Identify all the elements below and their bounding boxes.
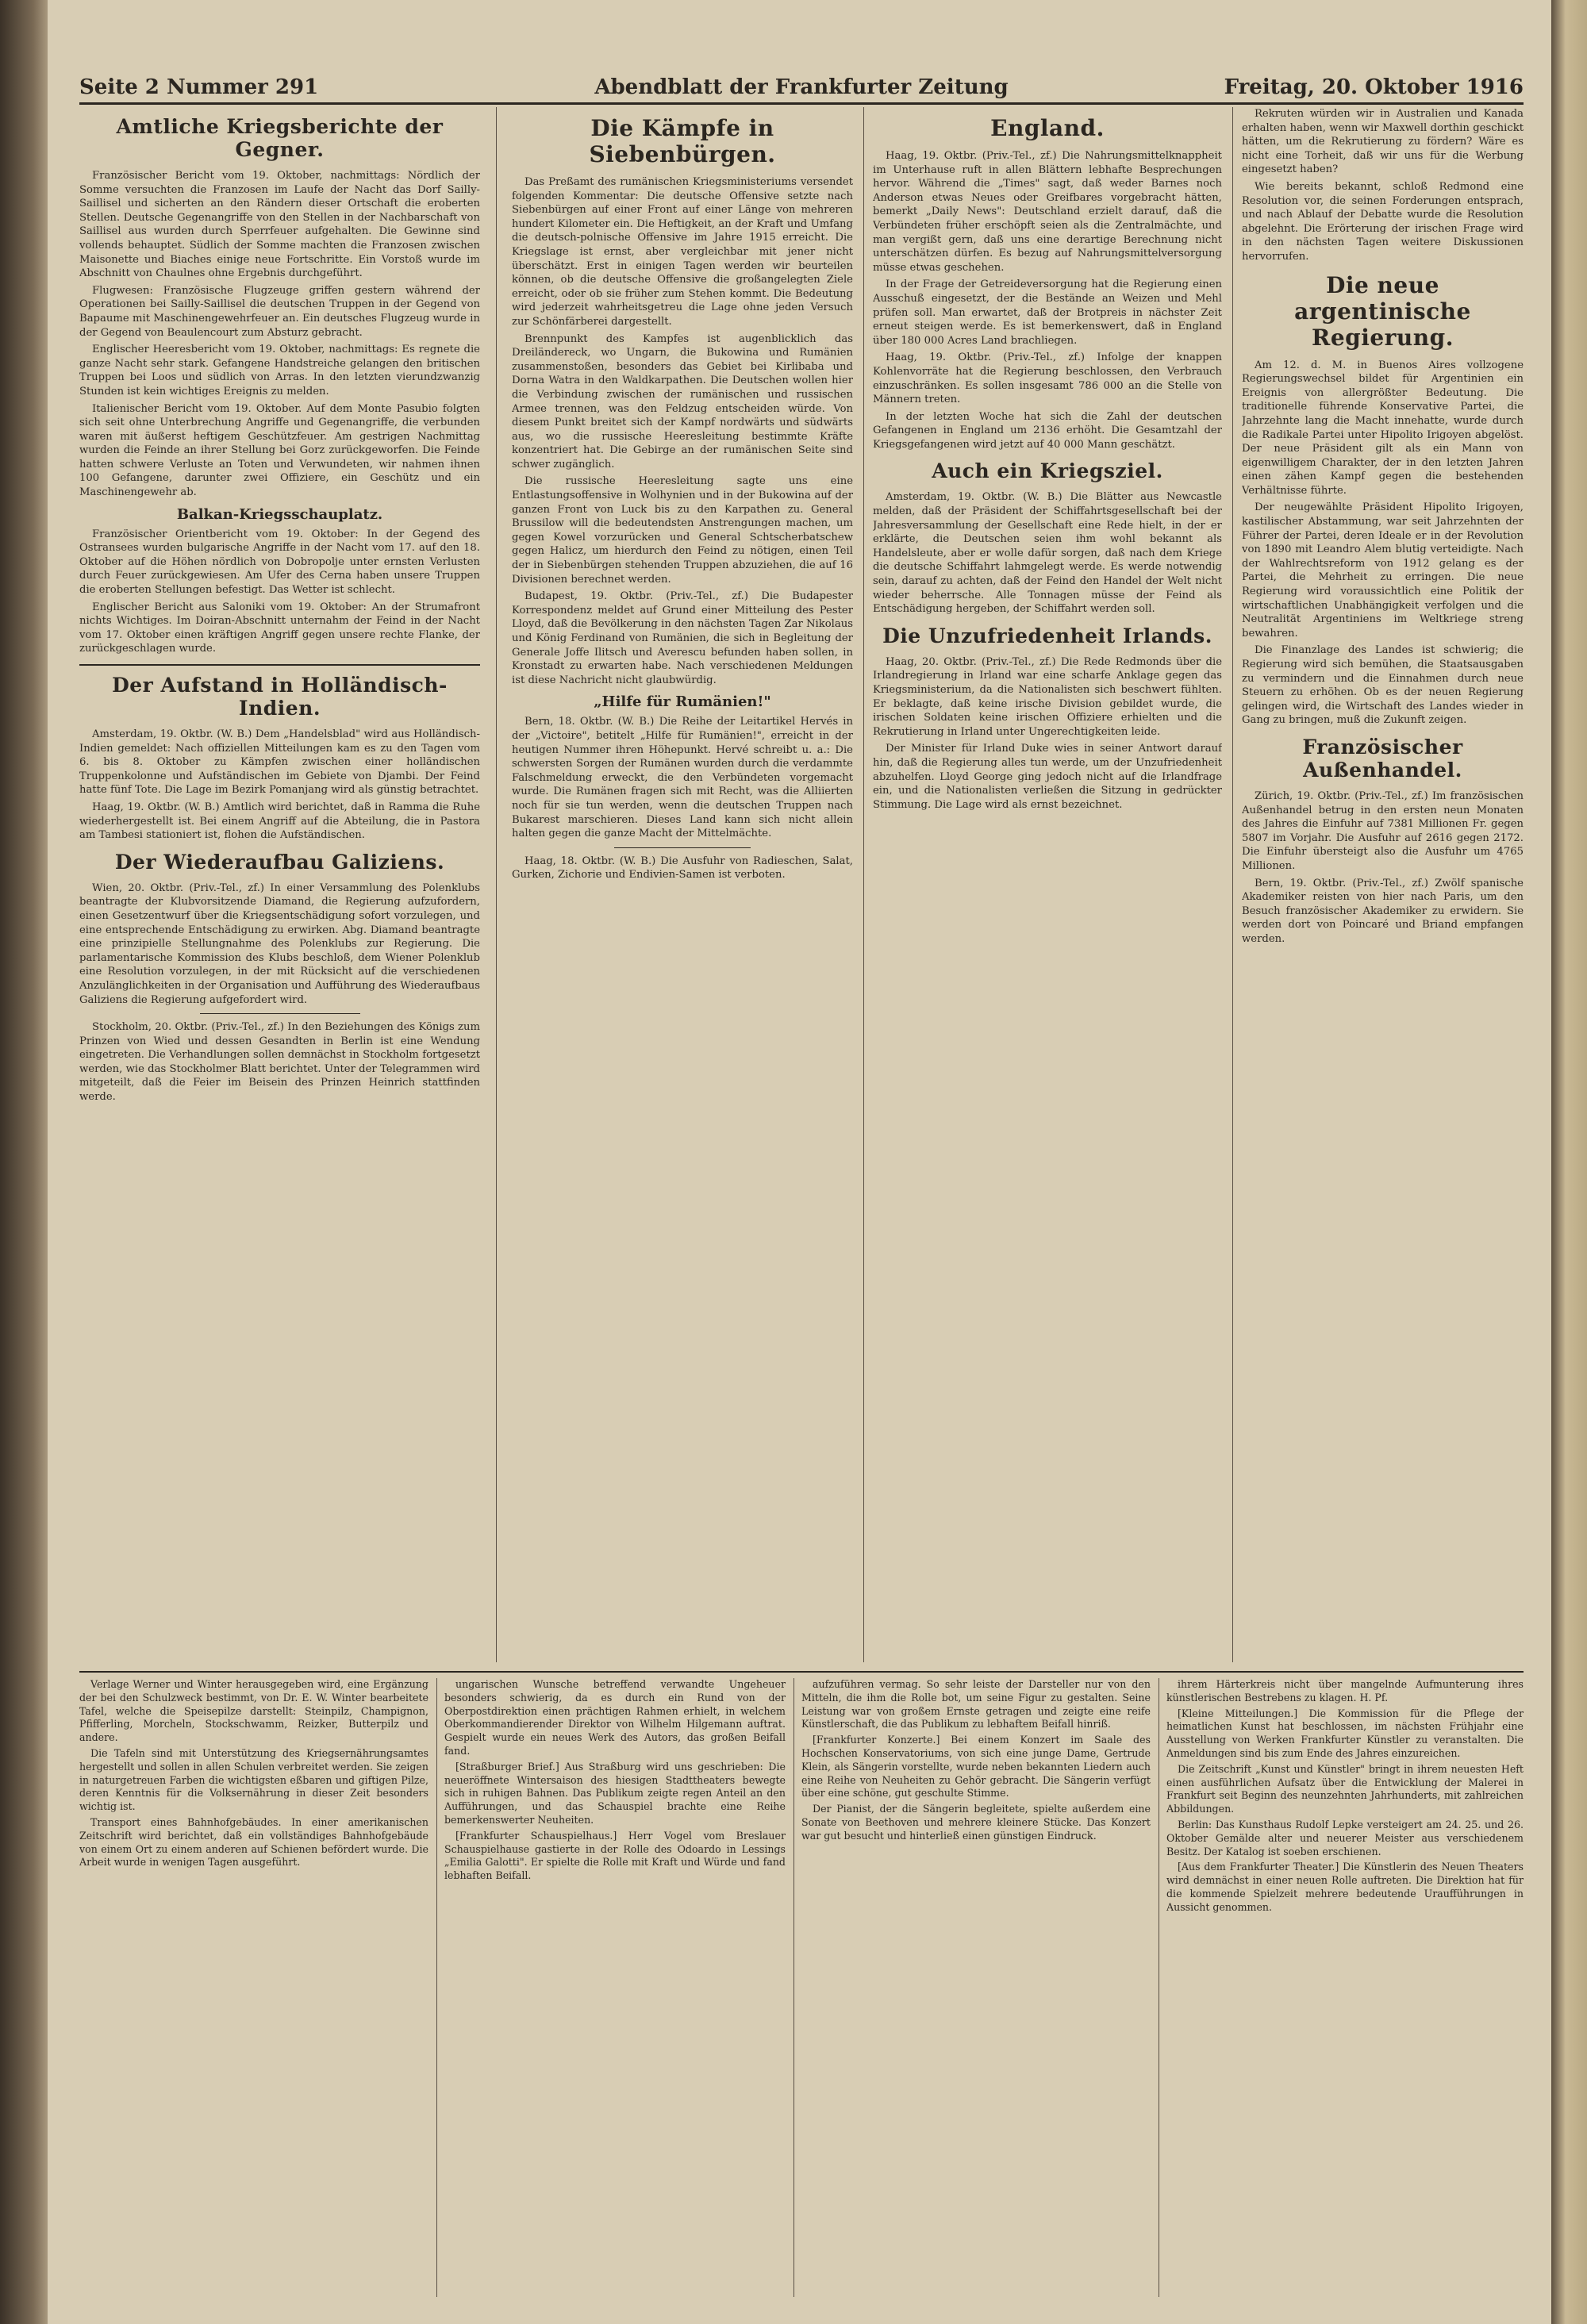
section-subtitle: Balkan-Kriegsschauplatz. <box>176 505 383 523</box>
article-paragraph: Haag, 19. Oktbr. (Priv.-Tel., zf.) Die Nahrungsmittelknappheit im Unterhause ruft in allen Blättern lebhafte Besprechungen hervor. Während die „Times" sagt, daß weder Barnes noch Anderson etwas Neues oder Greifbares vorgebracht hätten, bemerkt „Daily News": Deutschland erzielt darauf, daß die Verbündeten früher erschöpft seien als die Zentralmächte, und man vergißt gern, daß uns eine derartige Berechnung nicht unterschätzen dürfen. Es bezug auf Nahrungsmittelversorgung müsse etwas geschehen. <box>873 150 1222 274</box>
column-1 <box>79 107 480 1662</box>
feuilleton-paragraph: ungarischen Wunsche betreffend verwandte Ungeheuer besonders schwierig, da es durch ein Rund von der Oberpostdirektion einen prächtigen Rahmen erhielt, in welchem Oberkommandierender Direktor von Wilhelm Hilgemann auftrat. Gespielt wurde ein neues Werk des Autors, das großen Beifall fand. <box>444 1678 786 1757</box>
article-paragraph: Die russische Heeresleitung sagte uns eine Entlastungsoffensive in Wolhynien und in der Bukowina auf der ganzen Front von Luck bis zu den Karpathen zu. General Brussilow will die bedeutendsten Anstrengungen machen, um gegen Kowel vorzurücken und General Schtscherbatschew gegen Halicz, um hierdurch den Feind zu nötigen, einen Teil der in Siebenbürgen stehenden Truppen abzuziehen, die auf 16 Divisionen berechnet werden. <box>512 475 853 586</box>
issue-date: Freitag, 20. Oktober 1916 <box>1224 75 1524 99</box>
divider <box>200 1013 360 1014</box>
article-paragraph: In der Frage der Getreideversorgung hat die Regierung einen Ausschuß eingesetzt, der die Bestände an Weizen und Mehl prüfen soll. Man erwartet, daß der Brotpreis in nächster Zeit erneut steigen werde. Es ist bemerkenswert, daß in England über 180 000 Acres Land brachliegen. <box>873 278 1222 347</box>
article-title: Amtliche Kriegsberichte der Gegner. <box>116 115 444 161</box>
article-title: Auch ein Kriegsziel. <box>932 459 1163 483</box>
article-paragraph: Der neugewählte Präsident Hipolito Irigoyen, kastilischer Abstammung, war seit Jahrzehnten der Führer der Partei, deren Ideale er in der Revolution von 1890 mit Leandro Alem blutig verteidigte. Nach der Wahlrechtsreform von 1912 gelang es der Partei, die Mehrheit zu erringen. Die neue Regierung wird voraussichtlich eine Politik der wirtschaftlichen Unabhängigkeit verfolgen und die Neutralität Argentiniens im Weltkriege streng bewahren. <box>1242 501 1524 640</box>
article-paragraph: Wien, 20. Oktbr. (Priv.-Tel., zf.) In einer Versammlung des Polenklubs beantragte der Klubvorsitzende Diamand, die Regierung aufzufordern, einen Gesetzentwurf über die Kriegsentschädigung sofort vorzulegen, und eine entsprechende Entschädigung zu erwirken. Abg. Diamand beantragte eine prinzipielle Stellungnahme des Polenklubs zur Regierung. Die parlamentarische Kommission des Klubs beschloß, dem Wiener Polenklub eine Resolution vorzulegen, in der mit Rücksicht auf die verschiedenen Anzulänglichkeiten in der Organisation und Aufführung des Wiederaufbaus Galiziens die Regierung aufgefordert wird. <box>79 882 480 1006</box>
feuilleton-paragraph: Der Pianist, der die Sängerin begleitete, spielte außerdem eine Sonate von Beethoven und mehrere kleinere Stücke. Das Konzert war gut besucht und hinterließ einen günstigen Eindruck. <box>801 1803 1151 1842</box>
article-paragraph: Amsterdam, 19. Oktbr. (W. B.) Dem „Handelsblad" wird aus Holländisch-Indien gemeldet: Nach offiziellen Mitteilungen kam es zu den Tagen vom 6. bis 8. Oktober zu Kämpfen zwischen einer holländischen Truppenkolonne und Aufständischen im Gebiete von Djambi. Der Feind hatte fünf Tote. Die Lage im Bezirk Pomanjang wird als günstig betrachtet. <box>79 728 480 797</box>
feuilleton-column-2 <box>444 1678 786 2313</box>
article-paragraph: Haag, 19. Oktbr. (Priv.-Tel., zf.) Infolge der knappen Kohlenvorräte hat die Regierung beschlossen, den Verbrauch einzuschränken. Es sollen insgesamt 786 000 an die Stelle von Männern treten. <box>873 351 1222 406</box>
feuilleton-paragraph: Die Zeitschrift „Kunst und Künstler" bringt in ihrem neuesten Heft einen ausführlichen Aufsatz über die Entwicklung der Malerei in Frankfurt seit Beginn des neunzehnten Jahrhunderts, mit zahlreichen Abbildungen. <box>1166 1762 1524 1815</box>
newspaper-page <box>48 0 1551 2324</box>
article-paragraph: Das Preßamt des rumänischen Kriegsministeriums versendet folgenden Kommentar: Die deutsche Offensive setzte nach Siebenbürgen auf einer Front auf einer Länge von mehreren hundert Kilometer ein. Die Heftigkeit, an der Kraft und Umfang die deutsch-polnische Offensive im Jahre 1915 erreicht. Die Kriegslage ist ernst, aber vergleichbar mit jener nicht überschätzt. Erst in einigen Tagen werden wir beurteilen können, ob die deutsche Offensive die großangelegten Ziele erreicht, oder ob sie früher zum Stehen kommt. Die Bedeutung wird jederzeit wahrheitsgetreu die Lage ohne jeden Versuch zur Schönfärberei dargestellt. <box>512 176 853 328</box>
feuilleton-paragraph: aufzuführen vermag. So sehr leiste der Darsteller nur von den Mitteln, die ihm die Rolle bot, um seine Figur zu gestalten. Seine Leistung war von großem Ernste getragen und zeigte eine reife Künstlerschaft, die das Publikum zu lebhaftem Beifall hinriß. <box>801 1678 1151 1731</box>
article-paragraph: Bern, 19. Oktbr. (Priv.-Tel., zf.) Zwölf spanische Akademiker reisten von hier nach Paris, um den Besuch französischer Akademiker zu erwidern. Sie werden dort von Poincaré und Briand empfangen werden. <box>1242 877 1524 945</box>
article-paragraph: Wie bereits bekannt, schloß Redmond eine Resolution vor, die seinen Forderungen entsprach, und nach Ablauf der Debatte wurde die Resolution abgelehnt. Die Erörterung der irischen Frage wird in den nächsten Tagen weitere Diskussionen hervorrufen. <box>1242 180 1524 263</box>
article-title: Die Unzufriedenheit Irlands. <box>882 624 1212 647</box>
feuilleton-paragraph: Berlin: Das Kunsthaus Rudolf Lepke versteigert am 24. 25. und 26. Oktober Gemälde alter und neuerer Meister aus verschiedenem Besitz. Der Katalog ist soeben erschienen. <box>1166 1818 1524 1857</box>
article-title: Französischer Außenhandel. <box>1302 735 1463 782</box>
column-4 <box>1242 107 1524 1662</box>
page-number: Seite 2 Nummer 291 <box>79 75 319 99</box>
article-paragraph: Französischer Bericht vom 19. Oktober, nachmittags: Nördlich der Somme versuchten die Franzosen im Laufe der Nacht das Dorf Sailly-Saillisel und sicherten an den Rändern dieser Ortschaft die eroberten Stellen. Deutsche Gegenangriffe von den Stellen in der Nachbarschaft von Saillisel aus wurden durch Sperrfeuer aufgehalten. Die Gewinne sind vollends behauptet. Südlich der Somme machten die Franzosen zwischen Maisonette und Biaches einige neue Fortschritte. Ein Vorstoß wurde im Abschnitt von Chaulnes ohne Ergebnis durchgeführt. <box>79 170 480 280</box>
article-paragraph: Haag, 19. Oktbr. (W. B.) Amtlich wird berichtet, daß in Ramma die Ruhe wiederhergestellt ist. Bei einem Angriff auf die Abteilung, die in Pastora am Tambesi stationiert ist, flohen die Aufständischen. <box>79 801 480 842</box>
article-paragraph: Haag, 18. Oktbr. (W. B.) Die Ausfuhr von Radieschen, Salat, Gurken, Zichorie und Endivien-Samen ist verboten. <box>512 855 853 882</box>
article-paragraph: Bern, 18. Oktbr. (W. B.) Die Reihe der Leitartikel Hervés in der „Victoire", betitelt „Hilfe für Rumänien!", erreicht in der heutigen Nummer ihren Höhepunkt. Hervé schreibt u. a.: Die schwersten Sorgen der Rumänen wurden durch die verdammte Falschmeldung erweckt, die den Verbündeten vorgemacht wurde. Die Rumänen fragen sich mit Recht, was die Alliierten noch für sie tun werden, wenn die deutschen Truppen nach Bukarest marschieren. Dieses Land kann sich nicht allein halten gegen die ganze Macht der Mittelmächte. <box>512 716 853 840</box>
column-rule <box>496 107 497 1662</box>
feuilleton-paragraph: Die Tafeln sind mit Unterstützung des Kriegsernährungsamtes hergestellt und sollen in allen Schulen verbreitet werden. Sie zeigen in naturgetreuen Farben die wichtigsten eßbaren und giftigen Pilze, deren Kenntnis für die Volksernährung in dieser Zeit besonders wichtig ist. <box>79 1746 428 1813</box>
feuilleton-paragraph: [Kleine Mitteilungen.] Die Kommission für die Pflege der heimatlichen Kunst hat beschlossen, im nächsten Frühjahr eine Ausstellung von Werken Frankfurter Künstler zu veranstalten. Die Anmeldungen sind bis zum Ende des Jahres einzureichen. <box>1166 1707 1524 1759</box>
article-paragraph: Haag, 20. Oktbr. (Priv.-Tel., zf.) Die Rede Redmonds über die Irlandregierung in Irland war eine scharfe Anklage gegen das Kriegsministerium, da die Nationalisten sich beschwert fühlten. Er beklagte, daß keine irische Division gebildet wurde, die irischen Soldaten keine irischen Offiziere erhielten und die Rekrutierung in Irland unter Ungerechtigkeiten leide. <box>873 655 1222 738</box>
article-paragraph: Brennpunkt des Kampfes ist augenblicklich das Dreiländereck, wo Ungarn, die Bukowina und Rumänien zusammenstoßen, besonders das Gebiet bei Kirlibaba und Dorna Watra in den Waldkarpathen. Die Deutschen wollen hier die Verbindung zwischen der rumänischen und russischen Armee trennen, was den Feldzug entscheiden würde. Von diesem Punkt breitet sich der Kampf nordwärts und südwärts aus, wo die russische Heeresleitung bestimmte Kräfte konzentriert hat. Die Gebirge an der rumänischen Seite sind schwer zugänglich. <box>512 332 853 471</box>
article-paragraph: Englischer Bericht aus Saloniki vom 19. Oktober: An der Strumafront nichts Wichtiges. Im Doiran-Abschnitt unternahm der Feind in der Nacht vom 17. Oktober einen kräftigen Angriff gegen unsere rechte Flanke, der zurückgeschlagen wurde. <box>79 601 480 655</box>
article-paragraph: Am 12. d. M. in Buenos Aires vollzogene Regierungswechsel bildet für Argentinien ein Ereignis von allergrößter Bedeutung. Die traditionelle führende Konservative Partei, die Jahrzehnte lang die Macht innehatte, wurde durch die Radikale Partei unter Hipolito Irigoyen abgelöst. Der neue Präsident gilt als ein Mann von eigenwilligem Charakter, der in den letzten Jahren einen zähen Kampf gegen die bestehenden Verhältnisse führte. <box>1242 359 1524 497</box>
feuilleton-column-1 <box>79 1678 428 2313</box>
feuilleton-paragraph: Verlage Werner und Winter herausgegeben wird, eine Ergänzung der bei den Schulzweck bestimmt, von Dr. E. W. Winter bearbeitete Tafel, welche die Speisepilze darstellt: Steinpilz, Champignon, Pfifferling, Morcheln, Stockschwamm, Reizker, Butterpilz und andere. <box>79 1678 428 1744</box>
article-title: Die neue argentinische Regierung. <box>1294 271 1471 351</box>
column-3 <box>873 107 1222 1662</box>
divider <box>79 664 480 666</box>
article-paragraph: Stockholm, 20. Oktbr. (Priv.-Tel., zf.) In den Beziehungen des Königs zum Prinzen von Wied und dessen Gesandten in Berlin ist eine Wendung eingetreten. Die Verhandlungen sollen demnächst in Stockholm fortgesetzt werden, wie das Stockholmer Blatt berichtet. Unter der Telegrammen wird mitgeteilt, daß die Feier im Beisein des Prinzen Heinrich stattfinden werde. <box>79 1021 480 1104</box>
article-title: Der Wiederaufbau Galiziens. <box>114 850 445 874</box>
book-binding-edge <box>0 0 48 2324</box>
column-rule <box>436 1678 437 2297</box>
article-paragraph: Die Finanzlage des Landes ist schwierig; die Regierung wird sich bemühen, die Staatsausgaben zu vermindern und die Einnahmen durch neue Steuern zu erhöhen. Ob es der neuen Regierung gelingen wird, die Wirtschaft des Landes wieder in Gang zu bringen, muß die Zukunft zeigen. <box>1242 644 1524 727</box>
article-paragraph: Englischer Heeresbericht vom 19. Oktober, nachmittags: Es regnete die ganze Nacht sehr stark. Gefangene Handstreiche gelangen den britischen Truppen bei Loos und südlich von Arras. In den letzten vierundzwanzig Stunden ist kein wichtiges Ereignis zu melden. <box>79 344 480 398</box>
article-paragraph: Der Minister für Irland Duke wies in seiner Antwort darauf hin, daß die Regierung alles tun werde, um der Unzufriedenheit abzuhelfen. Lloyd George ging jedoch nicht auf die Irlandfrage ein, und die Nationalisten verließen die Sitzung in gedrückter Stimmung. Die Lage wird als ernst bezeichnet. <box>873 743 1222 811</box>
column-rule <box>863 107 864 1662</box>
feuilleton-rule <box>79 1671 1524 1673</box>
feuilleton-column-3 <box>801 1678 1151 2313</box>
feuilleton-paragraph: Transport eines Bahnhofgebäudes. In einer amerikanischen Zeitschrift wird berichtet, daß ein vollständiges Bahnhofgebäude von einem Ort zu einem anderen auf Schienen befördert wurde. Die Arbeit wurde in wenigen Tagen ausgeführt. <box>79 1815 428 1869</box>
column-2 <box>512 107 853 1662</box>
article-paragraph: Französischer Orientbericht vom 19. Oktober: In der Gegend des Ostransees wurden bulgarische Angriffe in der Nacht vom 17. auf den 18. Oktober auf die Höhen nördlich von Dobropolje unter ernsten Verlusten durch Feuer zurückgewiesen. Am Ufer des Cerna haben unsere Truppen die eroberten Stellungen befestigt. Das Wetter ist schlecht. <box>79 528 480 597</box>
feuilleton-paragraph: [Frankfurter Schauspielhaus.] Herr Vogel vom Breslauer Schauspielhause gastierte in der Rolle des Odoardo in Lessings „Emilia Galotti". Er spielte die Rolle mit Kraft und Würde und fand lebhaften Beifall. <box>444 1829 786 1882</box>
article-paragraph: Amsterdam, 19. Oktbr. (W. B.) Die Blätter aus Newcastle melden, daß der Präsident der Schiffahrtsgesellschaft bei der Jahresversammlung der Gesellschaft eine Rede hielt, in der er erklärte, die Deutschen seien ihm wohl bekannt als Handelsleute, aber er wolle dafür sorgen, daß nach dem Kriege die deutsche Schiffahrt lahmgelegt werde. Es werde notwendig sein, darauf zu achten, daß der Feind den Handel der Welt nicht wieder beherrsche. Alle Tonnagen müsse der Feind als Entschädigung hergeben, der Schiffahrt werden soll. <box>873 491 1222 616</box>
next-page-edge <box>1551 0 1587 2324</box>
article-paragraph: Flugwesen: Französische Flugzeuge griffen gestern während der Operationen bei Sailly-Saillisel die deutschen Truppen in der Gegend von Bapaume mit Maschinengewehrfeuer an. Ein deutsches Flugzeug wurde in der Gegend von Beaulencourt zum Absturz gebracht. <box>79 284 480 339</box>
feuilleton-paragraph: [Frankfurter Konzerte.] Bei einem Konzert im Saale des Hochschen Konservatoriums, von sich eine junge Dame, Gertrude Klein, als Sängerin vorstellte, wurde neben bekannten Liedern auch eine Reihe von Neuheiten zu Gehör gebracht. Die Sängerin verfügt über eine schöne, gut geschulte Stimme. <box>801 1734 1151 1800</box>
page-header <box>79 75 1524 105</box>
feuilleton-paragraph: [Aus dem Frankfurter Theater.] Die Künstlerin des Neuen Theaters wird demnächst in einer neuen Rolle auftreten. Die Direktion hat für die kommende Spielzeit mehrere bedeutende Uraufführungen in Aussicht genommen. <box>1166 1861 1524 1913</box>
feuilleton-paragraph: [Straßburger Brief.] Aus Straßburg wird uns geschrieben: Die neueröffnete Wintersaison des hiesigen Stadttheaters bewegte sich in ruhigen Bahnen. Das Publikum zeigte regen Anteil an den Aufführungen, und das Schauspiel brachte eine Reihe bemerkenswerter Neuheiten. <box>444 1760 786 1826</box>
feuilleton-paragraph: ihrem Härterkreis nicht über mangelnde Aufmunterung ihres künstlerischen Bestrebens zu klagen. H. Pf. <box>1166 1678 1524 1704</box>
article-paragraph: Zürich, 19. Oktbr. (Priv.-Tel., zf.) Im französischen Außenhandel betrug in den ersten neun Monaten des Jahres die Einfuhr auf 7381 Millionen Fr. gegen 5807 im Vorjahr. Die Ausfuhr auf 2616 gegen 2172. Die Einfuhr übersteigt also die Ausfuhr um 4765 Millionen. <box>1242 789 1524 872</box>
article-paragraph: Rekruten würden wir in Australien und Kanada erhalten haben, wenn wir Maxwell dorthin geschickt hätten, um die Rekrutierung zu fördern? Wäre es nicht eine Torheit, daß wir uns für die Werbung eingesetzt haben? <box>1242 108 1524 176</box>
masthead: Abendblatt der Frankfurter Zeitung <box>594 75 1009 99</box>
article-paragraph: Budapest, 19. Oktbr. (Priv.-Tel., zf.) Die Budapester Korrespondenz meldet auf Grund einer Mitteilung des Pester Lloyd, daß die Bevölkerung in den nächsten Tagen Zar Nikolaus und König Ferdinand von Rumänien, die sich in Begleitung der Generale Joffe Ilitsch und Averescu befunden haben sollen, in Kronstadt zu erwarten habe. Nach verschiedenen Meldungen ist diese Nachricht nicht glaubwürdig. <box>512 590 853 686</box>
feuilleton-column-4 <box>1166 1678 1524 2313</box>
article-paragraph: In der letzten Woche hat sich die Zahl der deutschen Gefangenen in England um 2136 erhöht. Die Gesamtzahl der Kriegsgefangenen wird jetzt auf 40 000 Mann geschätzt. <box>873 410 1222 451</box>
divider <box>614 847 751 848</box>
article-paragraph: Italienischer Bericht vom 19. Oktober. Auf dem Monte Pasubio folgten sich seit ohne Unterbrechung Angriffe und Gegenangriffe, die verbunden waren mit äußerst heftigem Geschützfeuer. Am gestrigen Nachmittag wurden die Feinde an ihrer Stellung bei Gorz zurückgeworfen. Die Feinde hatten schwere Verluste an Toten und Verwundeten, wir nahmen ihnen 100 Gefangene, darunter zwei Offiziere, ein Geschütz und ein Maschinengewehr ab. <box>79 402 480 499</box>
article-title: Die Kämpfe in Siebenbürgen. <box>589 115 776 167</box>
section-subtitle: „Hilfe für Rumänien!" <box>594 693 771 711</box>
column-rule <box>1232 107 1233 1662</box>
article-title: Der Aufstand in Holländisch-Indien. <box>112 674 448 720</box>
article-title: England. <box>990 115 1105 141</box>
